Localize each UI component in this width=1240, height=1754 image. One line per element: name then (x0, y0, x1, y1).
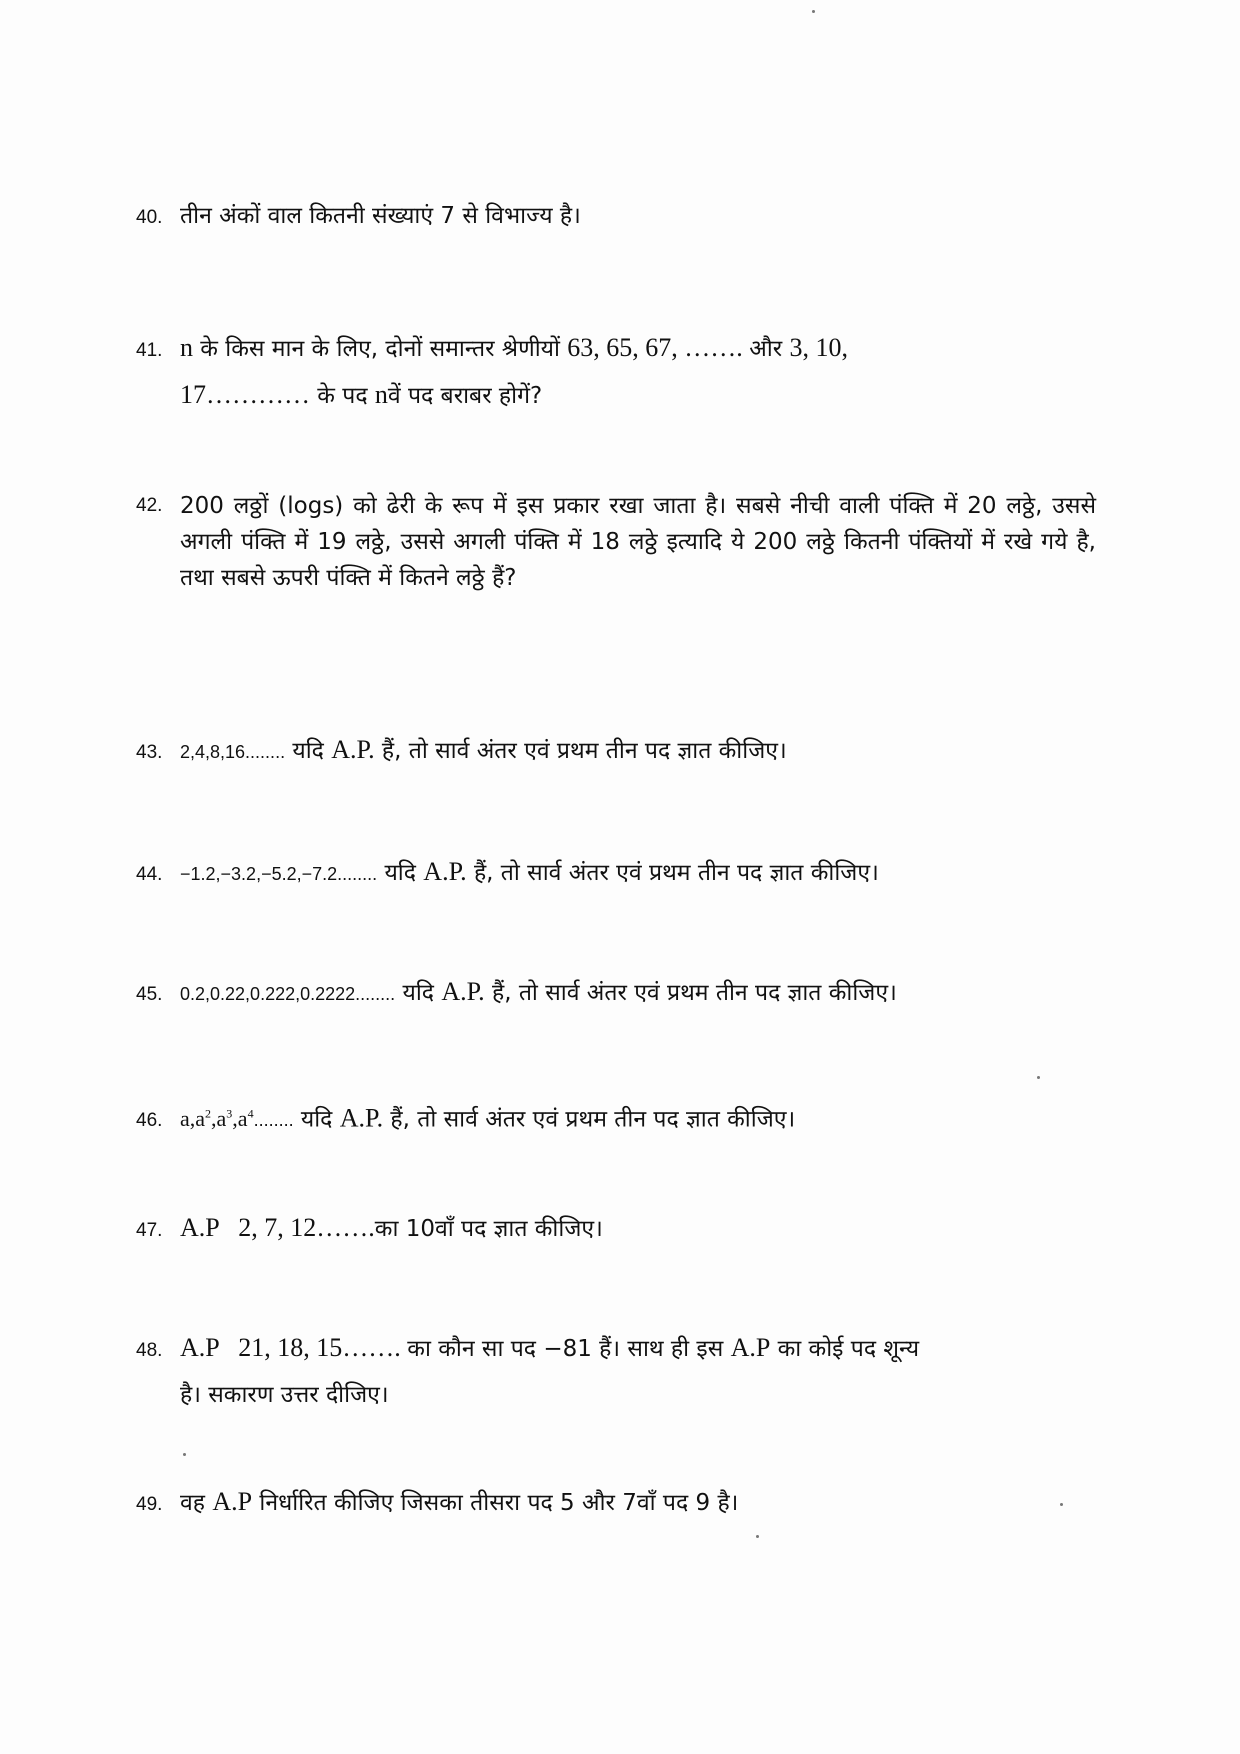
scan-speck (183, 1453, 186, 1456)
question-text: हैं, तो सार्व अंतर एवं प्रथम तीन पद ज्ञात कीजिए। (374, 738, 787, 764)
ap-label: A.P. (423, 857, 467, 886)
question-text: का कोई पद शून्य (770, 1336, 920, 1362)
question-text: वें पद बराबर होगें? (387, 383, 543, 409)
ap-label: A.P. (331, 735, 375, 764)
ap-label: A.P (212, 1487, 253, 1516)
scan-speck (756, 1535, 759, 1538)
question-text: वह (180, 1490, 213, 1516)
variable-n: n (180, 333, 193, 362)
ap-label: A.P (180, 1213, 219, 1242)
conjunction: और (749, 336, 790, 362)
ap-label: A.P. (339, 1103, 384, 1133)
question-47 (136, 1208, 1096, 1251)
question-46 (136, 1094, 1096, 1141)
scan-speck (1037, 1076, 1040, 1079)
series: $a,a^2,a^3,a^4$........ (180, 1106, 294, 1132)
question-44 (136, 852, 1096, 895)
question-text: यदि (293, 1106, 340, 1133)
question-number: 40. (136, 207, 163, 228)
question-number: 46. (136, 1110, 163, 1132)
question-48 (136, 1326, 1096, 1417)
question-number: 44. (136, 864, 163, 885)
question-text: हैं, तो सार्व अंतर एवं प्रथम तीन पद ज्ञात कीजिए। (466, 860, 879, 886)
series-b-cont: 17………… (180, 380, 310, 409)
series: 2, 7, 12……. (218, 1213, 375, 1242)
question-text: का कौन सा पद −81 हैं। साथ ही इस (407, 1336, 731, 1362)
question-42 (136, 488, 1096, 596)
question-text: यदि (377, 860, 424, 886)
ap-label: A.P (180, 1333, 219, 1362)
question-text: तीन अंकों वाल कितनी संख्याएं 7 से विभाज्य है। (180, 203, 581, 229)
series: 0.2,0.22,0.222,0.2222........ (180, 984, 396, 1004)
question-40 (136, 196, 1096, 238)
ap-label: A.P (730, 1333, 771, 1362)
question-41 (136, 326, 1096, 418)
question-text: के पद (310, 383, 375, 409)
ap-label: A.P. (441, 977, 485, 1006)
question-number: 43. (136, 742, 163, 763)
question-number: 47. (136, 1220, 163, 1241)
series: −1.2,−3.2,−5.2,−7.2........ (180, 864, 378, 884)
question-45 (136, 972, 1096, 1015)
variable-n: n (374, 380, 388, 409)
question-number: 41. (136, 340, 163, 361)
series-b: 3, 10, (789, 333, 849, 362)
question-number: 45. (136, 984, 163, 1005)
question-text: यदि (285, 738, 332, 764)
question-text: के किस मान के लिए, दोनों समान्तर श्रेणीयों (193, 336, 568, 362)
question-number: 49. (136, 1494, 163, 1515)
question-text: यदि (395, 980, 442, 1006)
question-text: 200 लठ्ठों (logs) को ढेरी के रूप में इस प्रकार रखा जाता है। सबसे नीची वाली पंक्ति में 20 लठ्ठे, उससे अगली पंक्ति में 19 लठ्ठे, उससे अगली पंक्ति में 18 लठ्ठे इत्यादि ये 200 लठ्ठे कितनी पंक्तियों में रखे गये है, तथा सबसे ऊपरी पंक्ति में कितने लठ्ठे हैं? (180, 493, 1096, 591)
series-a: 63, 65, 67, ……. (567, 333, 750, 362)
question-number: 42. (136, 495, 163, 516)
question-text-line2: है। सकारण उत्तर दीजिए। (180, 1382, 389, 1408)
question-number: 48. (136, 1340, 163, 1361)
question-43 (136, 730, 1096, 773)
question-49 (136, 1482, 1096, 1525)
series: 21, 18, 15……. (218, 1333, 408, 1362)
question-text: हैं, तो सार्व अंतर एवं प्रथम तीन पद ज्ञात कीजिए। (383, 1106, 796, 1133)
scan-speck (812, 10, 815, 13)
question-text: निर्धारित कीजिए जिसका तीसरा पद 5 और 7वाँ पद 9 है। (252, 1490, 739, 1516)
question-text: का 10वाँ पद ज्ञात कीजिए। (374, 1216, 603, 1242)
question-text: हैं, तो सार्व अंतर एवं प्रथम तीन पद ज्ञात कीजिए। (484, 980, 897, 1006)
series: 2,4,8,16........ (180, 742, 286, 762)
